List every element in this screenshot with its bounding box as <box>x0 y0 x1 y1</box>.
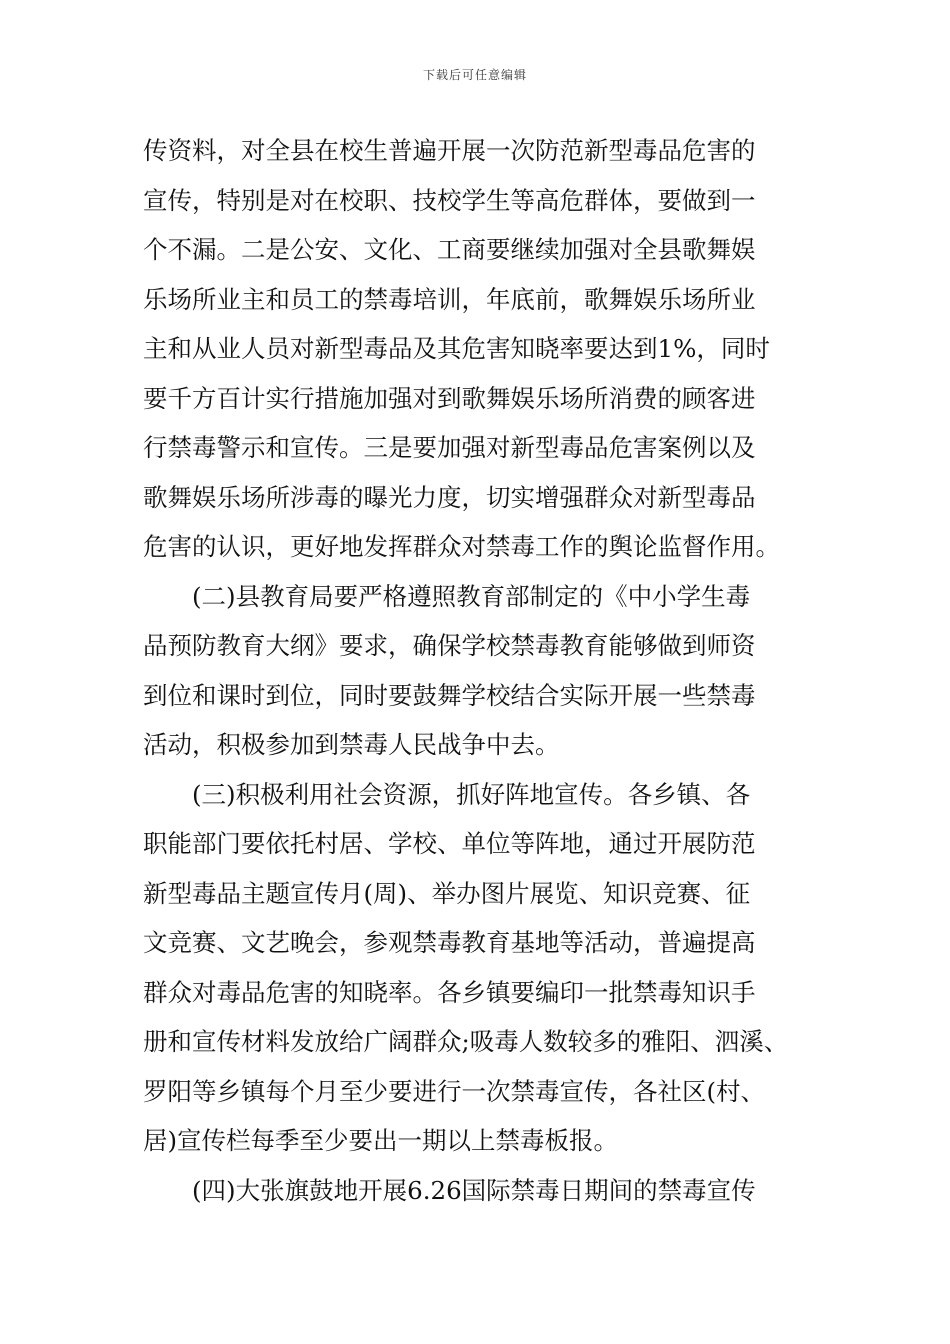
text-line: 职能部门要依托村居、学校、单位等阵地，通过开展防范 <box>143 829 756 858</box>
text-line: 文竞赛、文艺晚会，参观禁毒教育基地等活动，普遍提高 <box>143 928 756 957</box>
text-line: 居)宣传栏每季至少要出一期以上禁毒板报。 <box>143 1126 619 1155</box>
paragraph-start-line: (三)积极利用社会资源，抓好阵地宣传。各乡镇、各 <box>192 779 751 809</box>
text-line: 主和从业人员对新型毒品及其危害知晓率要达到1%，同时 <box>143 334 770 363</box>
text-line: 到位和课时到位，同时要鼓舞学校结合实际开展一些禁毒 <box>143 680 756 710</box>
text-line: 歌舞娱乐场所涉毒的曝光力度，切实增强群众对新型毒品 <box>143 482 756 512</box>
text-line: 危害的认识，更好地发挥群众对禁毒工作的舆论监督作用。 <box>143 532 780 561</box>
text-line: 要千方百计实行措施加强对到歌舞娱乐场所消费的顾客进 <box>143 383 756 413</box>
paragraph-start-line: (二)县教育局要严格遵照教育部制定的《中小学生毒 <box>192 581 751 611</box>
text-line: 罗阳等乡镇每个月至少要进行一次禁毒宣传，各社区(村、 <box>143 1076 766 1106</box>
text-line: 个不漏。二是公安、文化、工商要继续加强对全县歌舞娱 <box>143 235 756 264</box>
text-line: 乐场所业主和员工的禁毒培训，年底前，歌舞娱乐场所业 <box>143 284 756 314</box>
text-line: 群众对毒品危害的知晓率。各乡镇要编印一批禁毒知识手 <box>143 977 756 1007</box>
text-line: 新型毒品主题宣传月(周)、举办图片展览、知识竞赛、征 <box>143 878 751 908</box>
page-header: 下载后可任意编辑 <box>422 68 527 82</box>
text-line: 行禁毒警示和宣传。三是要加强对新型毒品危害案例以及 <box>143 433 756 462</box>
text-line: 宣传，特别是对在校职、技校学生等高危群体，要做到一 <box>143 185 756 215</box>
text-line: 传资料，对全县在校生普遍开展一次防范新型毒品危害的 <box>143 136 756 165</box>
text-line: 品预防教育大纲》要求，确保学校禁毒教育能够做到师资 <box>143 631 756 660</box>
document-body <box>143 126 813 1215</box>
text-line: 活动，积极参加到禁毒人民战争中去。 <box>143 730 560 759</box>
paragraph-start-line: (四)大张旗鼓地开展6.26国际禁毒日期间的禁毒宣传 <box>192 1175 756 1205</box>
text-line: 册和宣传材料发放给广阔群众;吸毒人数较多的雅阳、泗溪、 <box>143 1027 789 1056</box>
